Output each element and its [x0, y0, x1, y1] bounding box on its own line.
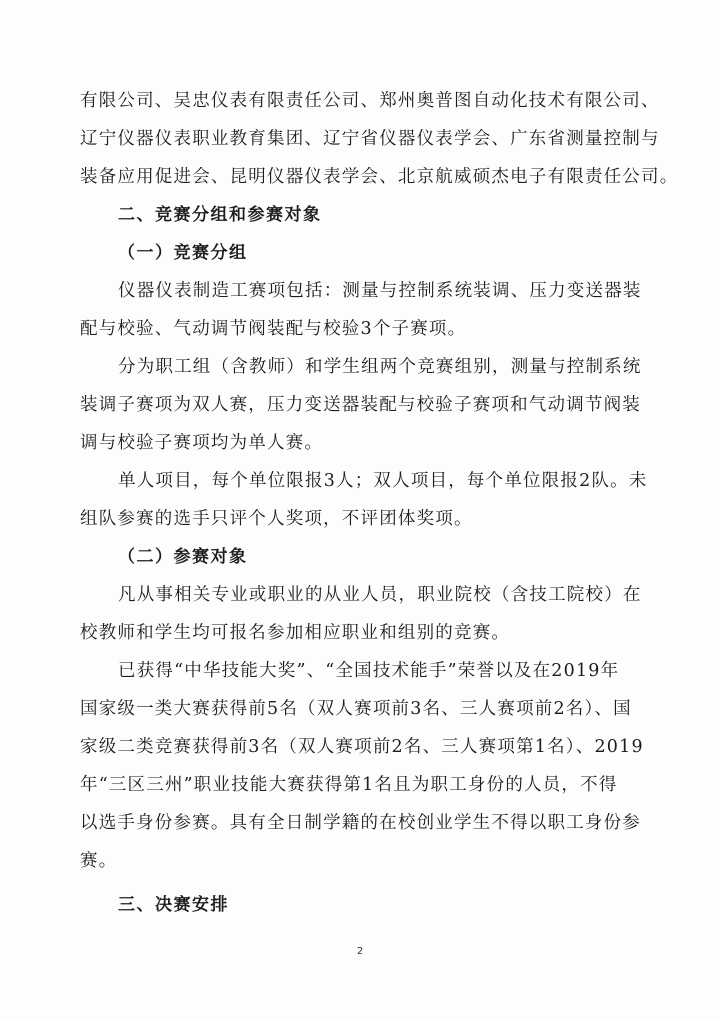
subsection-heading-2: [80, 538, 662, 576]
text-line: 仪器仪表制造工赛项包括：测量与控制系统装调、压力变送器装: [118, 281, 642, 301]
paragraph-registration-limits: [80, 462, 662, 538]
text-line: 单人项目，每个单位限报3人；双人项目，每个单位限报2队。未: [118, 471, 648, 491]
text-line: 有限公司、吴忠仪表有限责任公司、郑州奥普图自动化技术有限公司、: [80, 91, 660, 111]
text-line: 辽宁仪器仪表职业教育集团、辽宁省仪器仪表学会、广东省测量控制与: [80, 129, 660, 149]
paragraph-exclusions: [80, 652, 662, 880]
text-line: 组队参赛的选手只评个人奖项，不评团体奖项。: [80, 509, 473, 529]
text-line: 年“三区三州”职业技能大赛获得第1名且为职工身份的人员，不得: [80, 775, 618, 795]
subsection-title: （一）竞赛分组: [118, 243, 248, 263]
section-title: 三、决赛安排: [118, 895, 229, 915]
intro-paragraph: [80, 82, 679, 196]
subsection-heading-1: [80, 234, 662, 272]
text-line: 校教师和学生均可报名参加相应职业和组别的竞赛。: [80, 623, 511, 643]
text-line: 配与校验、气动调节阀装配与校验3个子赛项。: [80, 319, 467, 339]
text-line: 分为职工组（含教师）和学生组两个竞赛组别，测量与控制系统: [118, 357, 642, 377]
paragraph-competition-items: [80, 272, 662, 348]
section-title: 二、竞赛分组和参赛对象: [118, 205, 322, 225]
text-line: 调与校验子赛项均为单人赛。: [80, 433, 324, 453]
text-line: 国家级一类大赛获得前5名（双人赛项前3名、三人赛项前2名）、国: [80, 699, 632, 719]
paragraph-competition-groups: [80, 348, 662, 462]
text-line: 凡从事相关专业或职业的从业人员，职业院校（含技工院校）在: [118, 585, 642, 605]
text-line: 装调子赛项为双人赛，压力变送器装配与校验子赛项和气动调节阀装: [80, 395, 641, 415]
document-body: [80, 82, 679, 924]
page-number: 2: [356, 946, 364, 957]
text-line: 家级二类竞赛获得前3名（双人赛项前2名、三人赛项第1名）、2019: [80, 737, 644, 757]
paragraph-eligibility: [80, 576, 662, 652]
text-line: 以选手身份参赛。具有全日制学籍的在校创业学生不得以职工身份参: [80, 813, 641, 833]
text-line: 已获得“中华技能大奖”、“全国技术能手”荣誉以及在2019年: [118, 661, 620, 681]
section-heading-2: [80, 196, 662, 234]
text-line: 赛。: [80, 851, 118, 871]
subsection-title: （二）参赛对象: [118, 547, 248, 567]
section-heading-3: [80, 886, 662, 924]
text-line: 装备应用促进会、昆明仪器仪表学会、北京航威硕杰电子有限责任公司。: [80, 167, 679, 187]
